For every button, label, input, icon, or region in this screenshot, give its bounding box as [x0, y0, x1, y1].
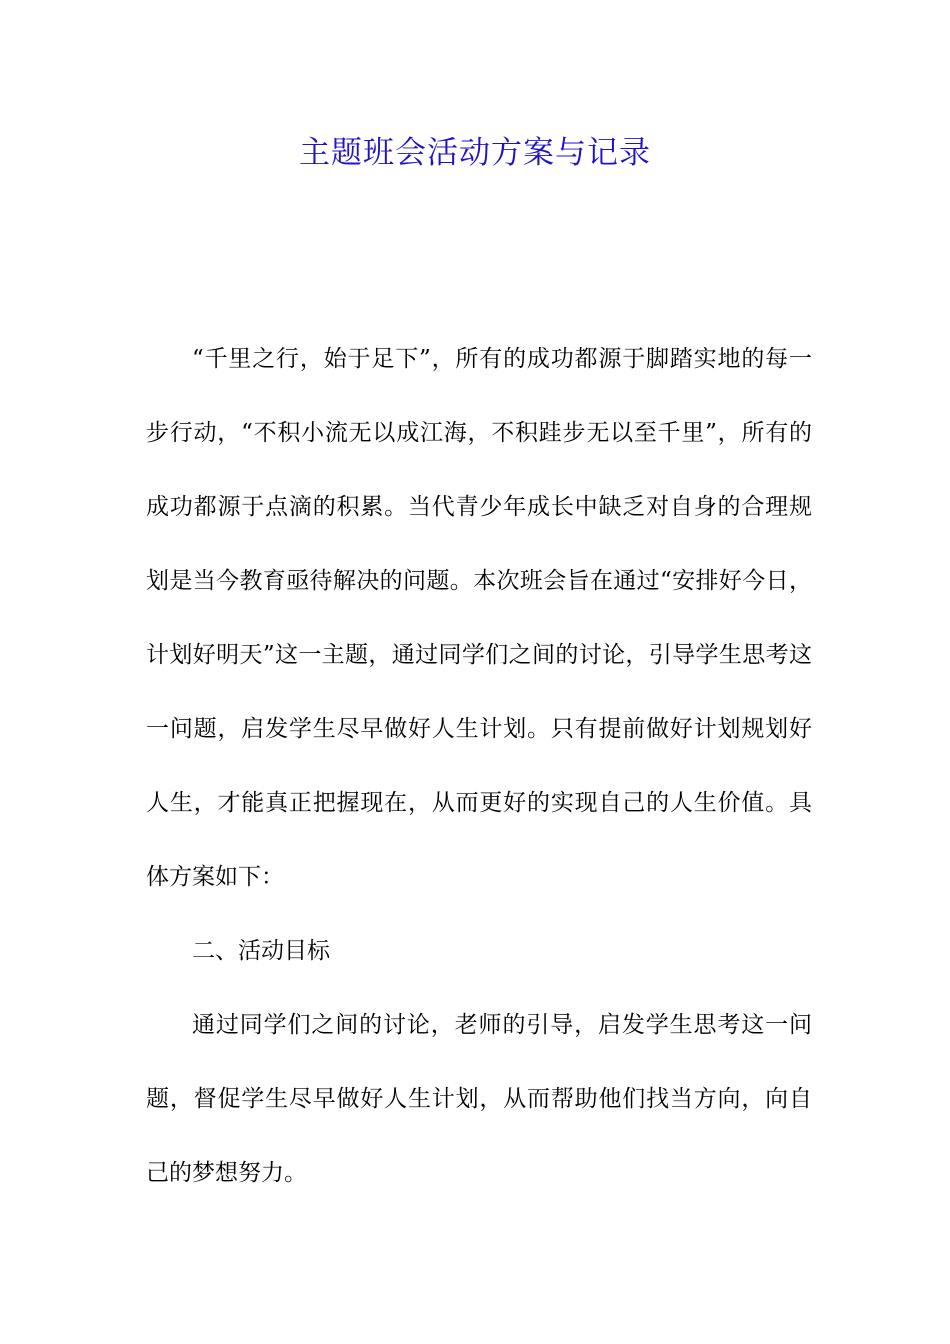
document-body	[146, 322, 812, 1210]
section-heading-activity-goals: 二、活动目标	[192, 938, 330, 964]
activity-goals-paragraph: 通过同学们之间的讨论，老师的引导，启发学生思考这一问题，督促学生尽早做好人生计划，从而帮助他们找当方向，向自己的梦想努力。	[146, 1012, 812, 1186]
document-title: 主题班会活动方案与记录	[299, 135, 651, 171]
intro-paragraph: “千里之行，始于足下”，所有的成功都源于脚踏实地的每一步行动，“不积小流无以成江海，不积跬步无以至千里”，所有的成功都源于点滴的积累。当代青少年成长中缺乏对自身的合理规划是当今教育亟待解决的问题。本次班会旨在通过“安排好今日，计划好明天”这一主题，通过同学们之间的讨论，引导学生思考这一问题，启发学生尽早做好人生计划。只有提前做好计划规划好人生，才能真正把握现在，从而更好的实现自己的人生价值。具体方案如下：	[146, 346, 812, 890]
